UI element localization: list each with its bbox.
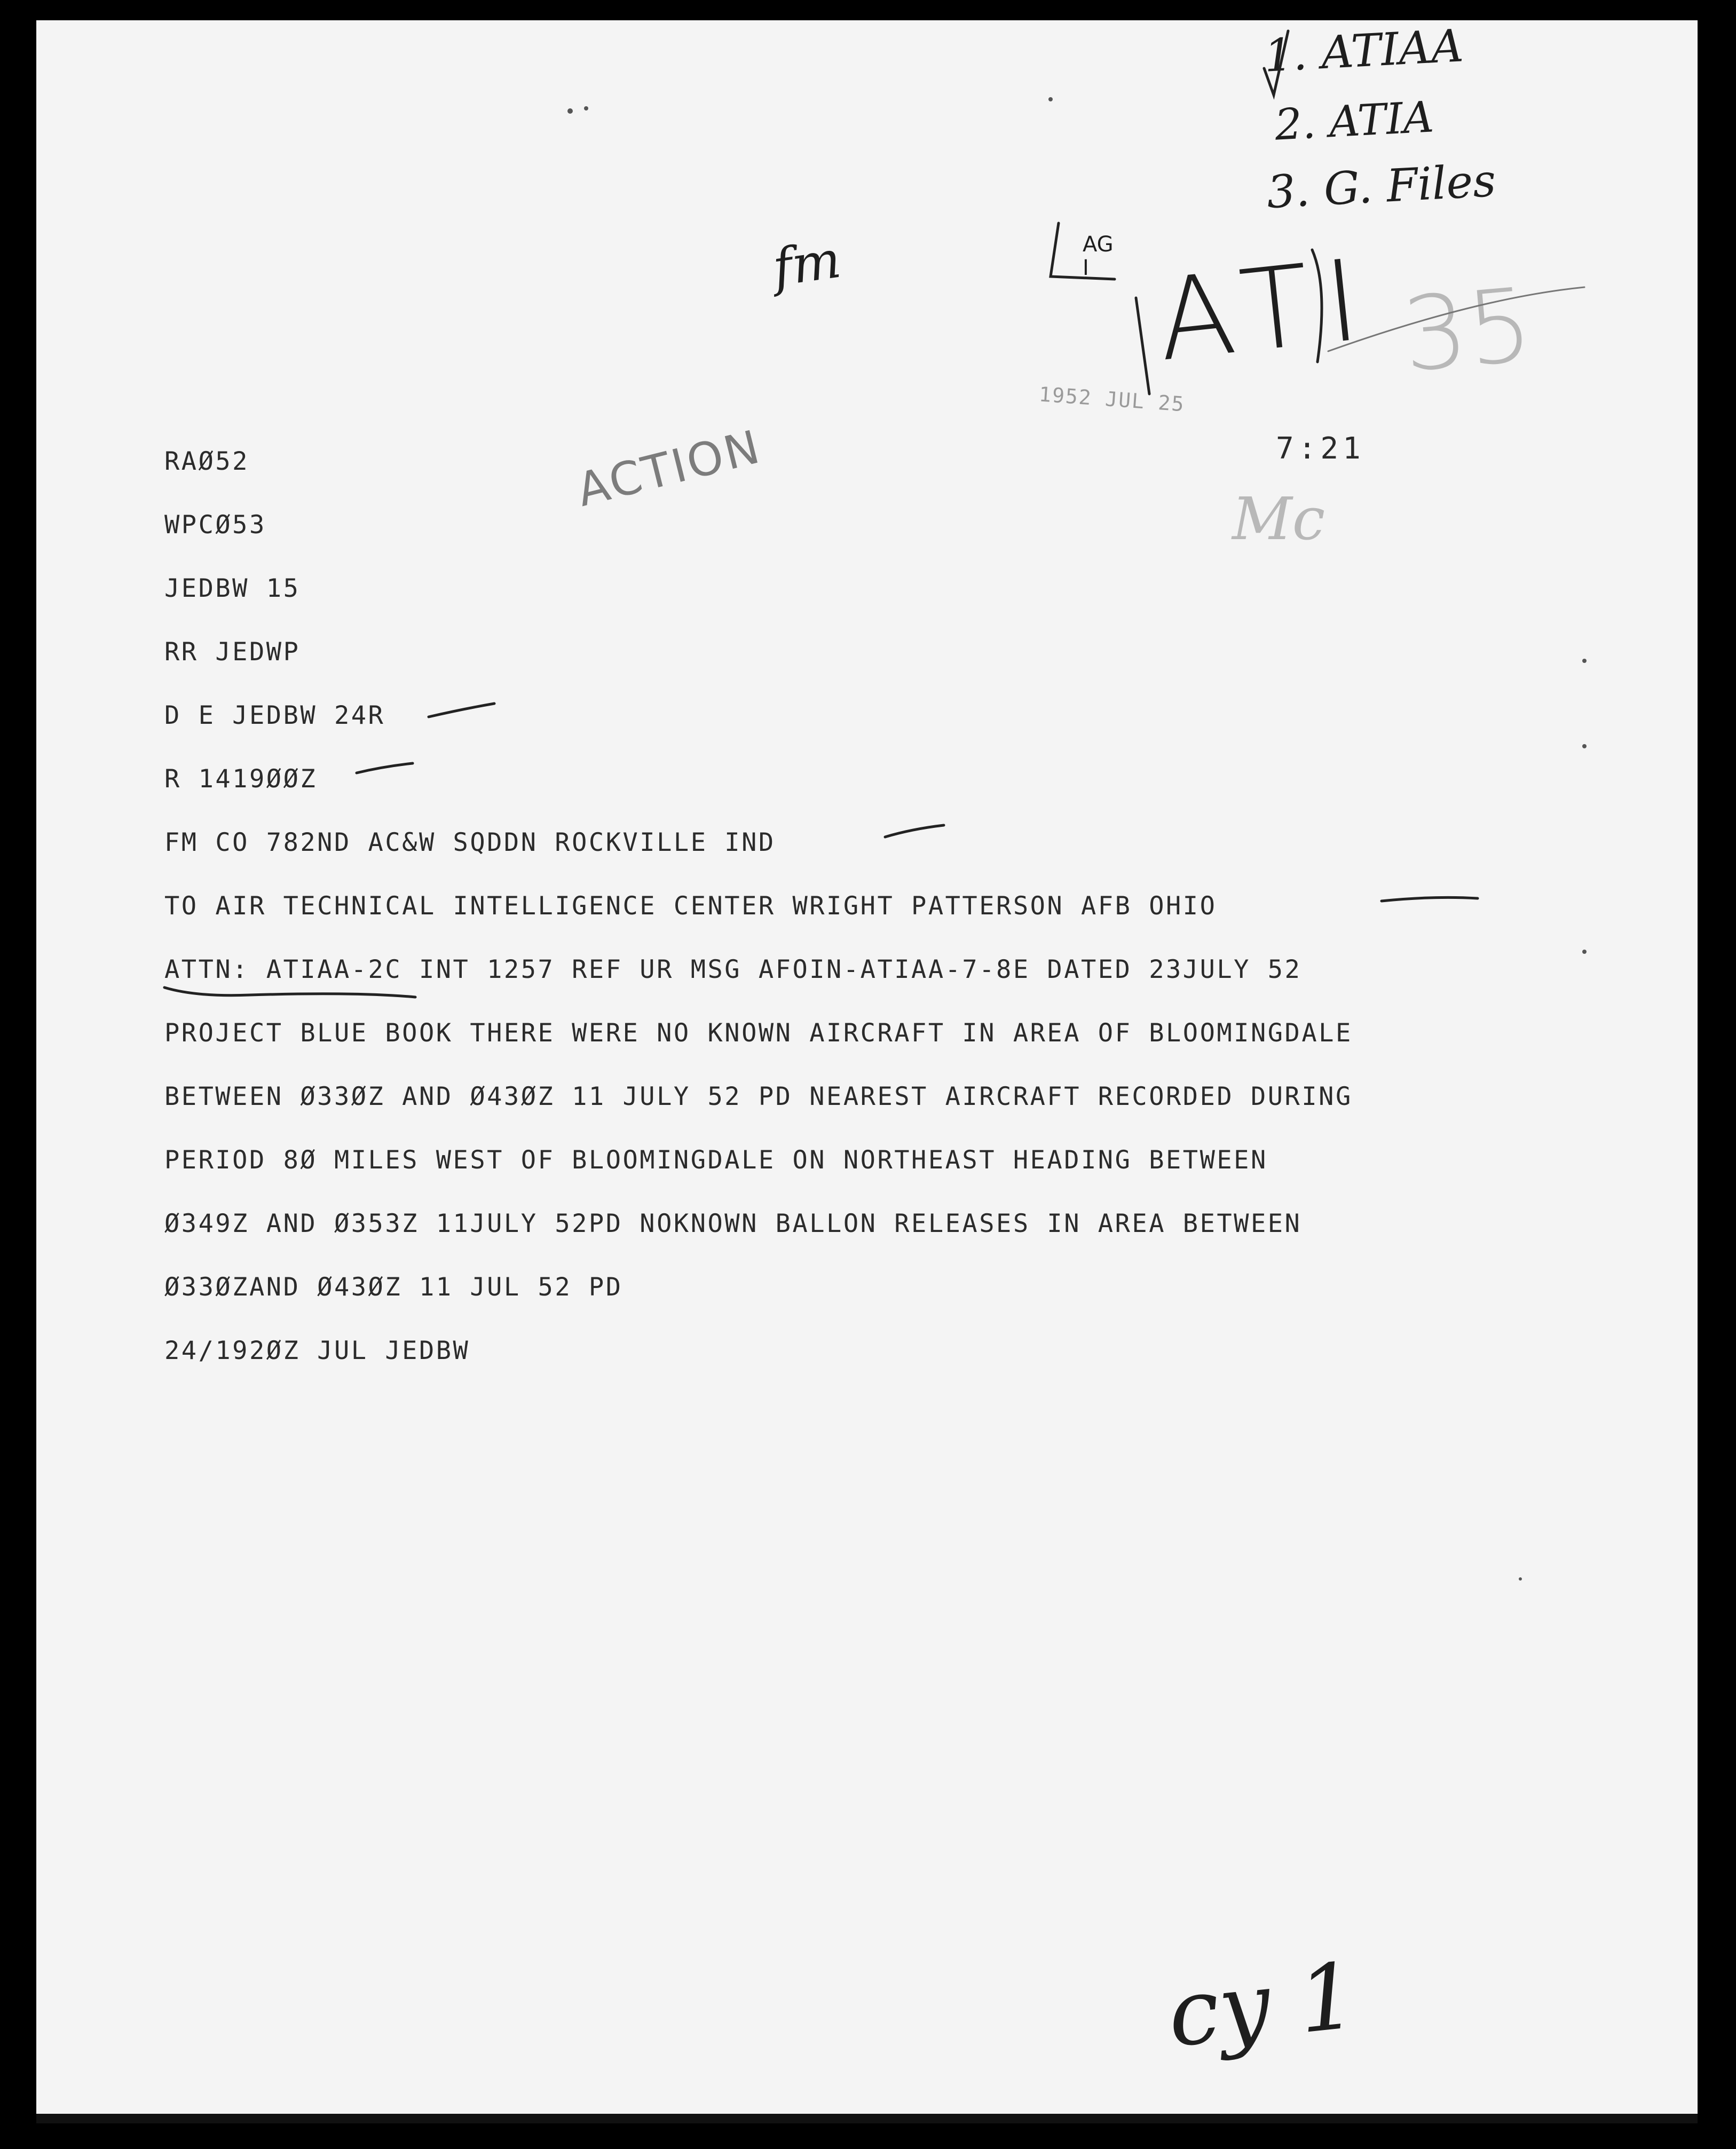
received-date-stamp: 1952 JUL 25 bbox=[1038, 382, 1186, 416]
sheet-edge bbox=[36, 2114, 1698, 2123]
copy-note: cy 1 bbox=[1163, 1943, 1362, 2068]
message-line-8: TO AIR TECHNICAL INTELLIGENCE CENTER WRIGHT PATTERSON AFB OHIO bbox=[164, 891, 1217, 921]
ati-left-stroke bbox=[1136, 298, 1149, 394]
message-line-4: RR JEDWP bbox=[164, 637, 301, 667]
document-sheet bbox=[36, 20, 1698, 2123]
faint-number: 35 bbox=[1398, 265, 1537, 395]
routing-note-2: 2. ATIA bbox=[1273, 92, 1435, 150]
routing-note-1: 1. ATIAA bbox=[1262, 19, 1465, 82]
message-line-10: PROJECT BLUE BOOK THERE WERE NO KNOWN AIRCRAFT IN AREA OF BLOOMINGDALE bbox=[164, 1018, 1353, 1048]
message-line-12: PERIOD 8Ø MILES WEST OF BLOOMINGDALE ON NORTHEAST HEADING BETWEEN bbox=[164, 1145, 1268, 1175]
pen-marks bbox=[36, 20, 1698, 2123]
check-mark bbox=[1264, 31, 1288, 95]
received-time-stamp: 7:21 bbox=[1276, 431, 1365, 466]
attn-underline bbox=[164, 987, 415, 997]
diagonal-stroke bbox=[1328, 287, 1584, 351]
message-line-7: FM CO 782ND AC&W SQDDN ROCKVILLE IND bbox=[164, 828, 776, 857]
message-line-1: RAØ52 bbox=[164, 447, 249, 476]
margin-dash-1 bbox=[429, 704, 494, 717]
message-line-9: ATTN: ATIAA-2C INT 1257 REF UR MSG AFOIN-ATIAA-7-8E DATED 23JULY 52 bbox=[164, 955, 1302, 984]
margin-dash-3 bbox=[885, 825, 944, 837]
routing-note-3: 3. G. Files bbox=[1265, 154, 1497, 219]
message-line-14: Ø33ØZAND Ø43ØZ 11 JUL 52 PD bbox=[164, 1273, 623, 1302]
message-line-6: R 1419ØØZ bbox=[164, 764, 318, 794]
ati-right-stroke bbox=[1312, 250, 1322, 362]
message-line-13: Ø349Z AND Ø353Z 11JULY 52PD NOKNOWN BALLON RELEASES IN AREA BETWEEN bbox=[164, 1209, 1302, 1238]
action-stamp: ACTION bbox=[572, 420, 767, 518]
box-mark: AG I bbox=[1083, 232, 1114, 280]
handwritten-initials: fm bbox=[769, 229, 845, 298]
faint-initials: Mc bbox=[1232, 485, 1325, 553]
message-line-11: BETWEEN Ø33ØZ AND Ø43ØZ 11 JULY 52 PD NEAREST AIRCRAFT RECORDED DURING bbox=[164, 1082, 1353, 1111]
message-line-15: 24/192ØZ JUL JEDBW bbox=[164, 1336, 470, 1365]
ati-handwritten: ATI bbox=[1151, 233, 1382, 386]
margin-dash-2 bbox=[357, 763, 413, 773]
message-line-5: D E JEDBW 24R bbox=[164, 701, 385, 730]
margin-dash-4 bbox=[1382, 897, 1478, 901]
message-line-3: JEDBW 15 bbox=[164, 574, 301, 603]
message-line-2: WPCØ53 bbox=[164, 510, 266, 540]
box-mark-bracket bbox=[1051, 223, 1115, 279]
